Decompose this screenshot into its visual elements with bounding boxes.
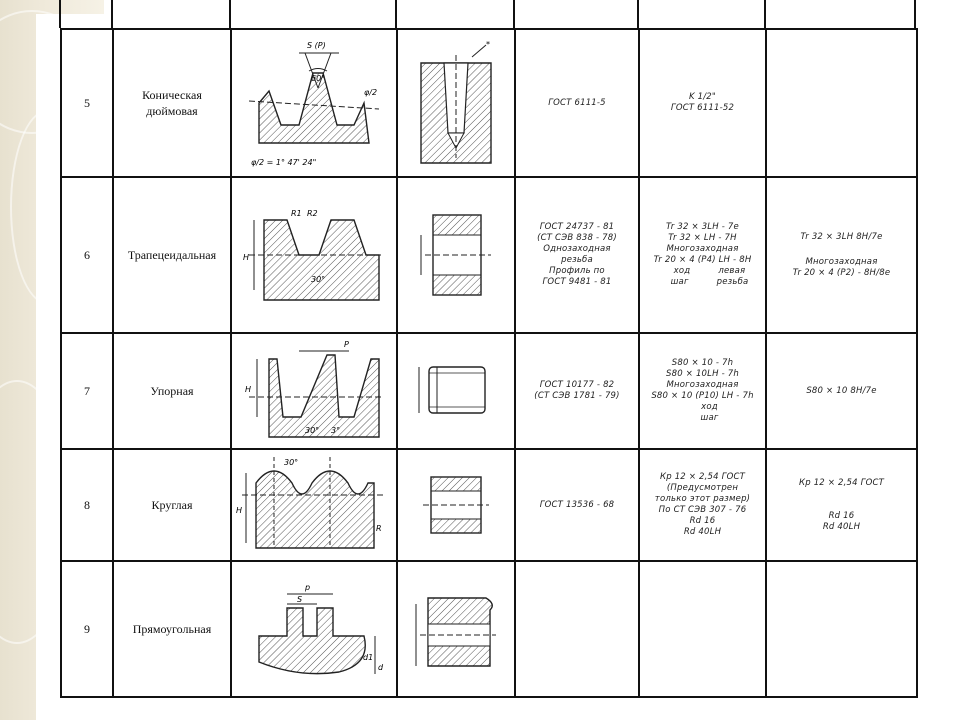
thread-name: Трапецеидальная: [113, 177, 231, 333]
trapezoidal-thread-profile-drawing: [239, 200, 389, 310]
thread-designation-empty: [639, 561, 766, 697]
trapezoidal-nut-drawing: [411, 205, 501, 305]
r-label: R: [376, 524, 382, 533]
fastener-drawing: [397, 449, 515, 561]
thread-name: Упорная: [113, 333, 231, 449]
conical-hole-drawing: [406, 33, 506, 173]
r1-label: R1: [291, 209, 302, 218]
drawing-note: S80 × 10 8H/7e: [766, 333, 917, 449]
profile-drawing: [231, 561, 397, 697]
thread-designation: S80 × 10 - 7h S80 × 10LH - 7h Многозаходная S80 × 10 (P10) LH - 7h ход шаг: [639, 333, 766, 449]
conical-thread-profile-drawing: [239, 33, 389, 173]
thread-name: Круглая: [113, 449, 231, 561]
round-thread-profile-drawing: [234, 453, 394, 557]
fastener-drawing: [397, 177, 515, 333]
phi-label: φ/2: [364, 88, 378, 97]
drawing-note: Tr 32 × 3LH 8H/7e Многозаходная Tr 20 × 4 (P2) - 8H/8e: [766, 177, 917, 333]
angle-label: 30°: [311, 275, 326, 284]
standard-reference: ГОСТ 13536 - 68: [515, 449, 639, 561]
pitch-label: S (P): [307, 41, 326, 50]
profile-drawing: [231, 29, 397, 177]
square-nut-drawing: [406, 584, 506, 674]
drawing-note: Кр 12 × 2,54 ГОСТ Rd 16 Rd 40LH: [766, 449, 917, 561]
profile-drawing: [231, 449, 397, 561]
p-label: P: [344, 340, 349, 349]
drawing-note-empty: [766, 29, 917, 177]
angle-label: 30°: [284, 458, 299, 467]
angle-label: 60°: [311, 74, 326, 83]
thread-designation: K 1/2" ГОСТ 6111-52: [639, 29, 766, 177]
row-number: 7: [61, 333, 113, 449]
drawing-note-empty: [766, 561, 917, 697]
standard-reference-empty: [515, 561, 639, 697]
h-label: H: [243, 253, 250, 262]
buttress-thread-profile-drawing: [239, 337, 389, 445]
square-thread-profile-drawing: [239, 574, 389, 684]
taper-formula: φ/2 = 1° 47' 24": [251, 158, 317, 167]
row-number: 8: [61, 449, 113, 561]
table-row: [61, 177, 917, 333]
d-label: d: [378, 663, 384, 672]
profile-drawing: [231, 333, 397, 449]
fastener-drawing: [397, 29, 515, 177]
d1-label: d1: [363, 653, 374, 662]
table-top-continuation: [60, 0, 916, 28]
table-row: [61, 29, 917, 177]
s-label: S: [297, 595, 303, 604]
table-row: [61, 333, 917, 449]
standard-reference: ГОСТ 10177 - 82 (СТ СЭВ 1781 - 79): [515, 333, 639, 449]
thread-types-table: [60, 28, 918, 698]
angle2-label: 3°: [331, 426, 341, 435]
profile-drawing: [231, 177, 397, 333]
row-number: 5: [61, 29, 113, 177]
standard-reference: ГОСТ 24737 - 81 (СТ СЭВ 838 - 78) Однозаходная резьба Профиль по ГОСТ 9481 - 81: [515, 177, 639, 333]
r2-label: R2: [307, 209, 318, 218]
table-row: [61, 449, 917, 561]
row-number: 6: [61, 177, 113, 333]
table-row: [61, 561, 917, 697]
thread-designation: Tr 32 × 3LH - 7e Tr 32 × LH - 7H Многозаходная Tr 20 × 4 (P4) LH - 8H ход левая шаг резьба: [639, 177, 766, 333]
round-nut-drawing: [411, 465, 501, 545]
thread-name: Прямоугольная: [113, 561, 231, 697]
buttress-bolt-drawing: [411, 351, 501, 431]
h-label: H: [236, 506, 243, 515]
standard-reference: ГОСТ 6111-5: [515, 29, 639, 177]
asterisk-label: *: [486, 40, 490, 49]
thread-name: Коническая дюймовая: [113, 29, 231, 177]
h-label: H: [245, 385, 252, 394]
angle-label: 30°: [305, 426, 320, 435]
row-number: 9: [61, 561, 113, 697]
p-label: p: [305, 583, 311, 592]
fastener-drawing: [397, 333, 515, 449]
fastener-drawing: [397, 561, 515, 697]
thread-designation: Кр 12 × 2,54 ГОСТ (Предусмотрен только этот размер) По СТ СЭВ 307 - 76 Rd 16 Rd 40LH: [639, 449, 766, 561]
